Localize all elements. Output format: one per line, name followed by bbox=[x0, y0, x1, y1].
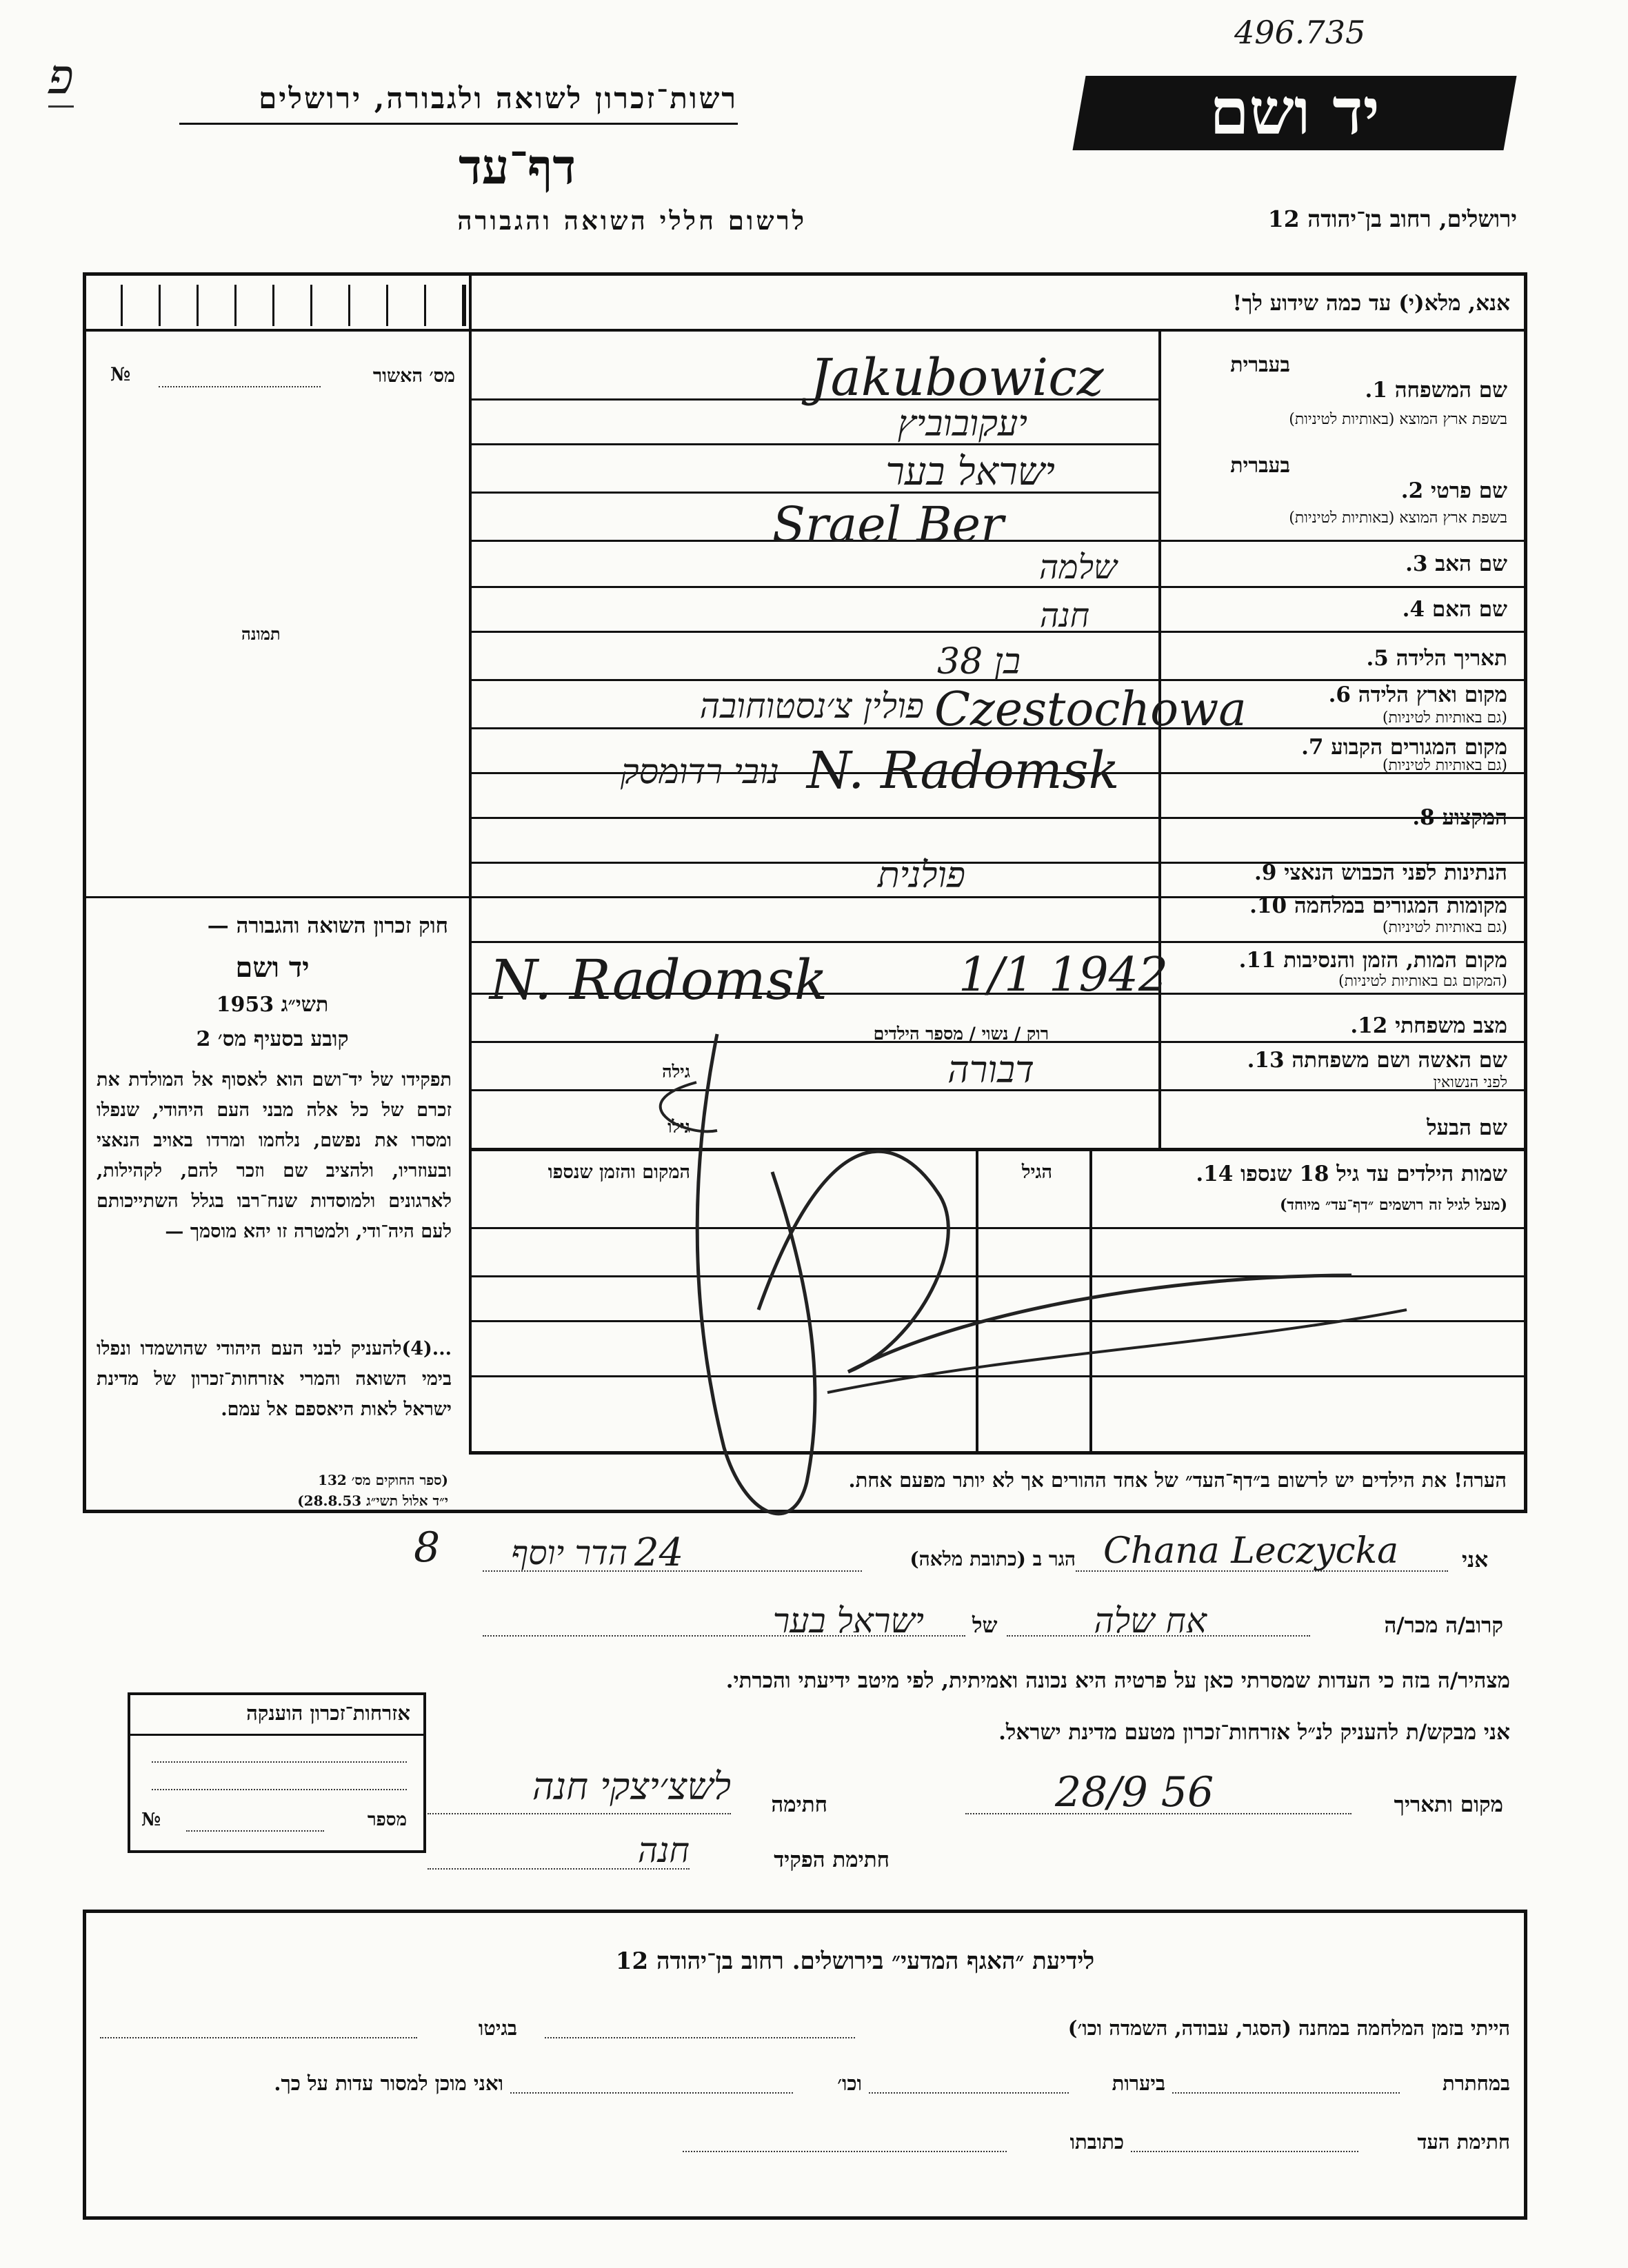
hw-signature: לשצ׳יצקי חנה bbox=[532, 1765, 731, 1808]
corner-scribble: פ bbox=[48, 48, 74, 108]
bottom-address: כתובתו bbox=[1069, 2130, 1124, 2154]
field-father: שם האב 3. bbox=[1405, 551, 1507, 576]
law-ref-2: י״ד אלול תשי״ג 28.8.53) bbox=[297, 1492, 448, 1509]
hw-witness-street: הדר יוסף bbox=[511, 1534, 627, 1572]
decl-relative: קרוב/ה מכר/ה bbox=[1384, 1613, 1503, 1638]
hw-witness-name: Chana Leczycka bbox=[1103, 1530, 1399, 1572]
field-wartime-residence: מקומות המגורים במלחמה 10. bbox=[1249, 893, 1507, 918]
decl-statement: מצהיר/ה בזה כי העדות שמסרתי כאן על פרטיה היא נכונה ואמיתית, לפי מיטב ידיעתי והכרתי. bbox=[725, 1668, 1510, 1693]
hw-death-place: N. Radomsk bbox=[490, 948, 828, 1012]
bottom-etc: וכו׳ bbox=[837, 2072, 862, 2095]
field-husband: שם הבעל bbox=[1427, 1115, 1507, 1140]
law-year: תשי״ג 1953 bbox=[216, 993, 329, 1017]
hw-relation-of: ישראל בער bbox=[772, 1601, 924, 1641]
form-title: דף־עד bbox=[458, 138, 576, 195]
field-mother: שם האם 4. bbox=[1402, 597, 1507, 622]
law-text-2: ...(4)להעניק לבני העם היהודי שהושמדו ונפלו בימי השואה והמרי אזרחות־זכרון של מדינת ישראל לאות היאספם אל עמם. bbox=[97, 1338, 452, 1420]
hw-clerk-signature: חנה bbox=[637, 1830, 690, 1870]
hw-witness-sig-mark: 8 bbox=[414, 1523, 441, 1572]
husband-age-label: גילו bbox=[667, 1117, 690, 1137]
children-hint: (מעל לגיל זה רושמים ״דף־עד״ מיוחד) bbox=[1279, 1196, 1507, 1214]
death-hint: (המקום גם באותיות לטיניות) bbox=[1338, 973, 1507, 990]
bottom-camp: הייתי בזמן המלחמה במחנה (הסגר, עבודה, השמדה וכו׳) bbox=[1067, 2016, 1510, 2040]
field-children: שמות הילדים עד גיל 18 שנספו 14. bbox=[1196, 1162, 1507, 1186]
hw-mother: חנה bbox=[1039, 596, 1089, 635]
decl-i: אני bbox=[1462, 1548, 1489, 1572]
hw-residence-latin: N. Radomsk bbox=[807, 741, 1120, 800]
surname-latin-hint: בשפת ארץ המוצא (באותיות לטיניות) bbox=[1289, 411, 1507, 428]
surname-heb-label: בעברית bbox=[1230, 353, 1290, 377]
instruction: אנא, מלא(י) עד כמה שידוע לך! bbox=[1232, 291, 1510, 316]
field-death: מקום המות, הזמן והנסיבות 11. bbox=[1238, 948, 1507, 973]
archive-number: 496.735 bbox=[1234, 14, 1366, 51]
children-col-place: המקום והזמן שנספו bbox=[547, 1162, 690, 1183]
marital-options: רוק / נשוי / מספר הילדים bbox=[873, 1024, 1049, 1044]
hw-death-date: 1/1 1942 bbox=[958, 948, 1169, 1002]
approval-no: № bbox=[110, 364, 131, 385]
citizenship-number: מספר bbox=[367, 1810, 407, 1830]
hw-firstname-latin: Srael Ber bbox=[772, 496, 1004, 553]
decl-officer: חתימת הפקיד bbox=[774, 1847, 890, 1872]
hw-surname-heb: יעקובוביץ bbox=[897, 403, 1027, 445]
firstname-heb-label: בעברית bbox=[1230, 454, 1290, 478]
field-birthdate: תאריך הלידה 5. bbox=[1366, 646, 1507, 671]
birthplace-hint: (גם באותיות לטיניות) bbox=[1382, 709, 1507, 727]
hw-date: 28/9 56 bbox=[1055, 1768, 1214, 1816]
bottom-testify: ואני מוכן למסור עדות על כך. bbox=[274, 2072, 503, 2095]
field-surname: שם המשפחה 1. bbox=[1365, 378, 1507, 403]
decl-signature: חתימה bbox=[771, 1792, 827, 1817]
org-line: רשות־זכרון לשואה ולגבורה, ירושלים bbox=[259, 81, 738, 115]
law-ref-1: (ספר החוקים מס׳ 132 bbox=[318, 1472, 448, 1488]
bottom-underground: במחתרת bbox=[1443, 2072, 1510, 2095]
law-title: חוק זכרון השואה והגבורה — bbox=[207, 913, 448, 938]
bottom-witness-signature: חתימת העד bbox=[1417, 2130, 1510, 2154]
field-residence: מקום המגורים הקבוע 7. bbox=[1301, 735, 1507, 760]
firstname-latin-hint: בשפת ארץ המוצא (באותיות לטיניות) bbox=[1289, 509, 1507, 527]
bottom-ghetto: בגיטו bbox=[478, 2016, 517, 2040]
field-birthplace: מקום וארץ הלידה 6. bbox=[1328, 682, 1507, 707]
decl-of: של bbox=[972, 1613, 998, 1638]
photo-label: תמונה bbox=[241, 624, 281, 644]
field-wife: שם האשה ושם משפחתה 13. bbox=[1247, 1048, 1507, 1073]
field-firstname: שם פרטי 2. bbox=[1400, 478, 1507, 503]
form-subtitle: לרשום חללי השואה והגבורה bbox=[457, 205, 807, 236]
citizenship-title: אזרחות־זכרון הוענקה bbox=[246, 1701, 410, 1725]
residence-hint: (גם באותיות לטיניות) bbox=[1382, 757, 1507, 774]
field-marital: מצב משפחתי 12. bbox=[1350, 1013, 1507, 1038]
law-text: תפקידו של יד־ושם הוא לאסוף אל המולדת את זכרם של כל אלה מבני העם היהודי, שנפלו ומסרו את נפשם, נלחמו ומרדו באויב הנאצי ובעוזריו, ולהציב שם וזכר להם, לקהילות, לארגונים ולמוסדות שנח־רבו בגלל השתייכותם לעם היה־ודי, ולמטרה זו יהא מוסמך — bbox=[97, 1069, 452, 1242]
hw-residence-heb: נובי רדומסק bbox=[620, 751, 779, 791]
children-col-age: הגיל bbox=[1021, 1162, 1052, 1183]
hw-relation: אח שלה bbox=[1094, 1601, 1207, 1641]
field-profession: המקצוע 8. bbox=[1412, 805, 1507, 830]
wartime-hint: (גם באותיות לטיניות) bbox=[1382, 919, 1507, 936]
law-name: יד ושם bbox=[235, 951, 310, 984]
field-nationality: הנתינות לפני הכבוש הנאצי 9. bbox=[1254, 860, 1507, 885]
decl-resident: הגר ב (כתובת מלאה) bbox=[910, 1548, 1076, 1570]
bottom-title: לידיעת ״האגף המדעי״ בירושלים. רחוב בן־יהודה 12 bbox=[615, 1947, 1095, 1975]
hw-birthplace-heb: פולין צ׳נסטוחובה bbox=[699, 686, 924, 726]
hw-nationality: פולנית bbox=[877, 855, 965, 896]
hw-witness-street-num: 24 bbox=[634, 1530, 684, 1575]
decl-place-date: מקום ותאריך bbox=[1394, 1792, 1503, 1817]
hw-firstname-heb: ישראל בער bbox=[885, 449, 1055, 494]
approval-label: מס׳ האשור bbox=[372, 365, 455, 387]
hw-surname-latin: Jakubowicz bbox=[810, 348, 1104, 407]
age-label: גילה bbox=[662, 1062, 690, 1082]
hw-birthplace-latin: Czestochowa bbox=[934, 682, 1247, 737]
wife-hint: לפני הנשואין bbox=[1433, 1074, 1507, 1091]
hw-birth: בן 38 bbox=[936, 641, 1021, 682]
header-address: ירושלים, רחוב בן־יהודה 12 bbox=[1267, 205, 1517, 232]
citizenship-no: № bbox=[141, 1810, 161, 1830]
logo-text: יד ושם bbox=[1209, 74, 1380, 149]
decl-request: אני מבקש/ת להעניק לנ״ל אזרחות־זכרון מטעם מדינת ישראל. bbox=[998, 1720, 1510, 1745]
hw-spouse: דבורה bbox=[947, 1048, 1034, 1091]
hw-father: שלמה bbox=[1038, 548, 1117, 587]
bottom-forests: ביערות bbox=[1112, 2072, 1165, 2095]
children-note: הערה! את הילדים יש לרשום ב״דף־העד״ של אחד ההורים אך לא יותר מפעם אחת. bbox=[848, 1468, 1507, 1492]
law-section: קובע בסעיף מס׳ 2 bbox=[196, 1027, 349, 1051]
